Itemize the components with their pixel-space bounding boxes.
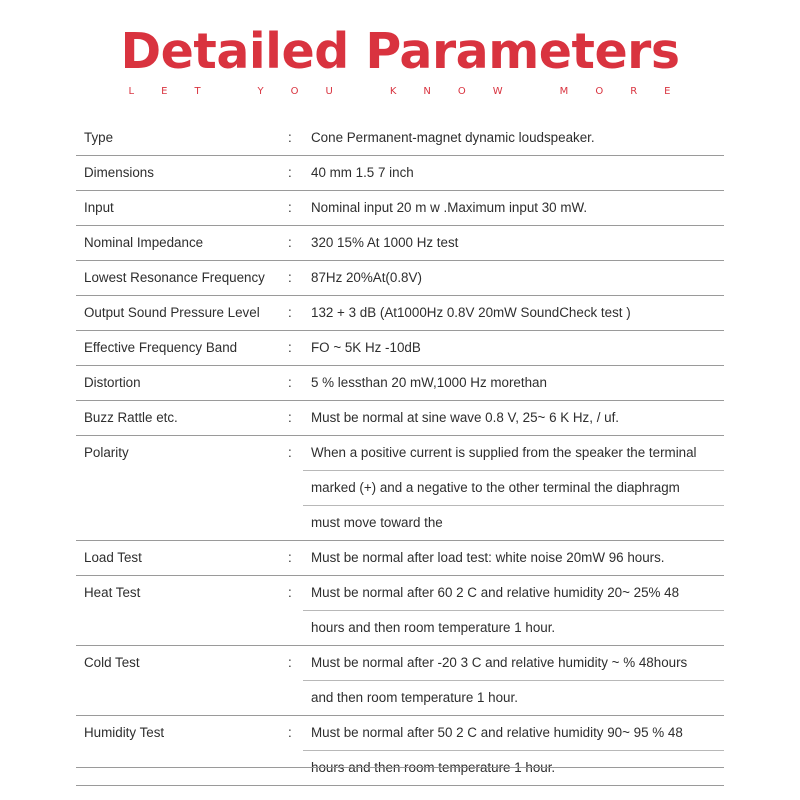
table-row bbox=[76, 401, 724, 436]
parameter-label: Polarity bbox=[84, 445, 129, 460]
separator-colon: : bbox=[288, 445, 292, 460]
parameter-value: 5 % lessthan 20 mW,1000 Hz morethan bbox=[311, 375, 547, 390]
table-row bbox=[76, 366, 724, 401]
parameter-value: Must be normal after 50 2 C and relative humidity 90~ 95 % 48 bbox=[311, 725, 683, 740]
parameter-value: 40 mm 1.5 7 inch bbox=[311, 165, 414, 180]
parameter-value: Must be normal at sine wave 0.8 V, 25~ 6 K Hz, / uf. bbox=[311, 410, 620, 425]
parameter-value: hours and then room temperature 1 hour. bbox=[311, 760, 556, 775]
separator-colon: : bbox=[288, 410, 292, 425]
separator-colon: : bbox=[288, 340, 292, 355]
parameters-table bbox=[76, 121, 724, 786]
table-row bbox=[76, 576, 724, 646]
parameter-value: marked (+) and a negative to the other terminal the diaphragm bbox=[311, 480, 680, 495]
subtitle-word bbox=[245, 86, 347, 98]
parameter-value: hours and then room temperature 1 hour. bbox=[311, 620, 556, 635]
parameter-value: 87Hz 20%At(0.8V) bbox=[311, 270, 422, 285]
separator-colon: : bbox=[288, 375, 292, 390]
row-continuation-line bbox=[303, 610, 724, 645]
table-row bbox=[76, 646, 724, 716]
parameter-label: Input bbox=[84, 200, 114, 215]
parameter-value: and then room temperature 1 hour. bbox=[311, 690, 518, 705]
table-row bbox=[76, 541, 724, 576]
table-row bbox=[76, 191, 724, 226]
subtitle-word bbox=[547, 86, 685, 98]
table-row bbox=[76, 261, 724, 296]
table-row bbox=[76, 331, 724, 366]
subtitle-letter: U bbox=[325, 86, 334, 97]
table-row bbox=[76, 436, 724, 541]
subtitle-letter: E bbox=[664, 86, 672, 97]
parameter-label: Buzz Rattle etc. bbox=[84, 410, 178, 425]
row-continuation-line bbox=[303, 680, 724, 715]
separator-colon: : bbox=[288, 550, 292, 565]
row-continuation-line bbox=[303, 505, 724, 540]
subtitle-letter: L bbox=[128, 86, 136, 97]
parameter-value: Must be normal after load test: white noise 20mW 96 hours. bbox=[311, 550, 665, 565]
parameter-label: Heat Test bbox=[84, 585, 141, 600]
row-continuation-line bbox=[303, 470, 724, 505]
row-line bbox=[76, 716, 724, 750]
subtitle-letter: O bbox=[290, 86, 300, 97]
row-line bbox=[76, 541, 724, 575]
separator-colon: : bbox=[288, 655, 292, 670]
parameter-value: Nominal input 20 m w .Maximum input 30 mW. bbox=[311, 200, 588, 215]
subtitle-letter: M bbox=[559, 86, 570, 97]
parameter-label: Effective Frequency Band bbox=[84, 340, 238, 355]
row-line bbox=[76, 156, 724, 190]
separator-colon: : bbox=[288, 270, 292, 285]
subtitle-letter: T bbox=[194, 86, 202, 97]
parameter-value: 320 15% At 1000 Hz test bbox=[311, 235, 459, 250]
parameter-label: Load Test bbox=[84, 550, 142, 565]
row-line bbox=[76, 191, 724, 225]
row-line bbox=[76, 646, 724, 680]
subtitle-letter: Y bbox=[257, 86, 265, 97]
parameter-value: Must be normal after 60 2 C and relative humidity 20~ 25% 48 bbox=[311, 585, 680, 600]
parameter-label: Distortion bbox=[84, 375, 141, 390]
table-row bbox=[76, 156, 724, 191]
parameter-label: Nominal Impedance bbox=[84, 235, 204, 250]
separator-colon: : bbox=[288, 725, 292, 740]
separator-colon: : bbox=[288, 130, 292, 145]
row-line bbox=[76, 261, 724, 295]
separator-colon: : bbox=[288, 585, 292, 600]
parameter-label: Dimensions bbox=[84, 165, 154, 180]
subtitle-letter: O bbox=[457, 86, 467, 97]
separator-colon: : bbox=[288, 235, 292, 250]
row-line bbox=[76, 366, 724, 400]
subtitle-letter: R bbox=[630, 86, 639, 97]
subtitle-letter: E bbox=[161, 86, 169, 97]
page-subtitle bbox=[0, 86, 800, 98]
table-bottom-border bbox=[76, 767, 724, 768]
subtitle-letter: O bbox=[595, 86, 605, 97]
row-line bbox=[76, 121, 724, 155]
parameter-value: 132 + 3 dB (At1000Hz 0.8V 20mW SoundCheck test ) bbox=[311, 305, 631, 320]
subtitle-letter: N bbox=[423, 86, 432, 97]
table-row bbox=[76, 716, 724, 786]
parameter-label: Lowest Resonance Frequency bbox=[84, 270, 265, 285]
separator-colon: : bbox=[288, 200, 292, 215]
parameter-value: Cone Permanent-magnet dynamic loudspeaker. bbox=[311, 130, 595, 145]
parameter-label: Output Sound Pressure Level bbox=[84, 305, 260, 320]
row-line bbox=[76, 296, 724, 330]
table-row bbox=[76, 226, 724, 261]
subtitle-word bbox=[377, 86, 517, 98]
parameter-label: Type bbox=[84, 130, 114, 145]
row-line bbox=[76, 331, 724, 365]
page-title: Detailed Parameters bbox=[120, 23, 680, 80]
subtitle-letter: W bbox=[492, 86, 504, 97]
subtitle-letter: K bbox=[389, 86, 398, 97]
table-row bbox=[76, 296, 724, 331]
row-line bbox=[76, 226, 724, 260]
parameter-value: must move toward the bbox=[311, 515, 443, 530]
parameter-label: Cold Test bbox=[84, 655, 140, 670]
separator-colon: : bbox=[288, 165, 292, 180]
parameter-value: FO ~ 5K Hz -10dB bbox=[311, 340, 421, 355]
parameter-label: Humidity Test bbox=[84, 725, 165, 740]
subtitle-word bbox=[116, 86, 215, 98]
row-line bbox=[76, 436, 724, 470]
separator-colon: : bbox=[288, 305, 292, 320]
row-line bbox=[76, 401, 724, 435]
parameter-value: When a positive current is supplied from the speaker the terminal bbox=[311, 445, 697, 460]
table-row bbox=[76, 121, 724, 156]
parameter-value: Must be normal after -20 3 C and relative humidity ~ % 48hours bbox=[311, 655, 688, 670]
row-line bbox=[76, 576, 724, 610]
